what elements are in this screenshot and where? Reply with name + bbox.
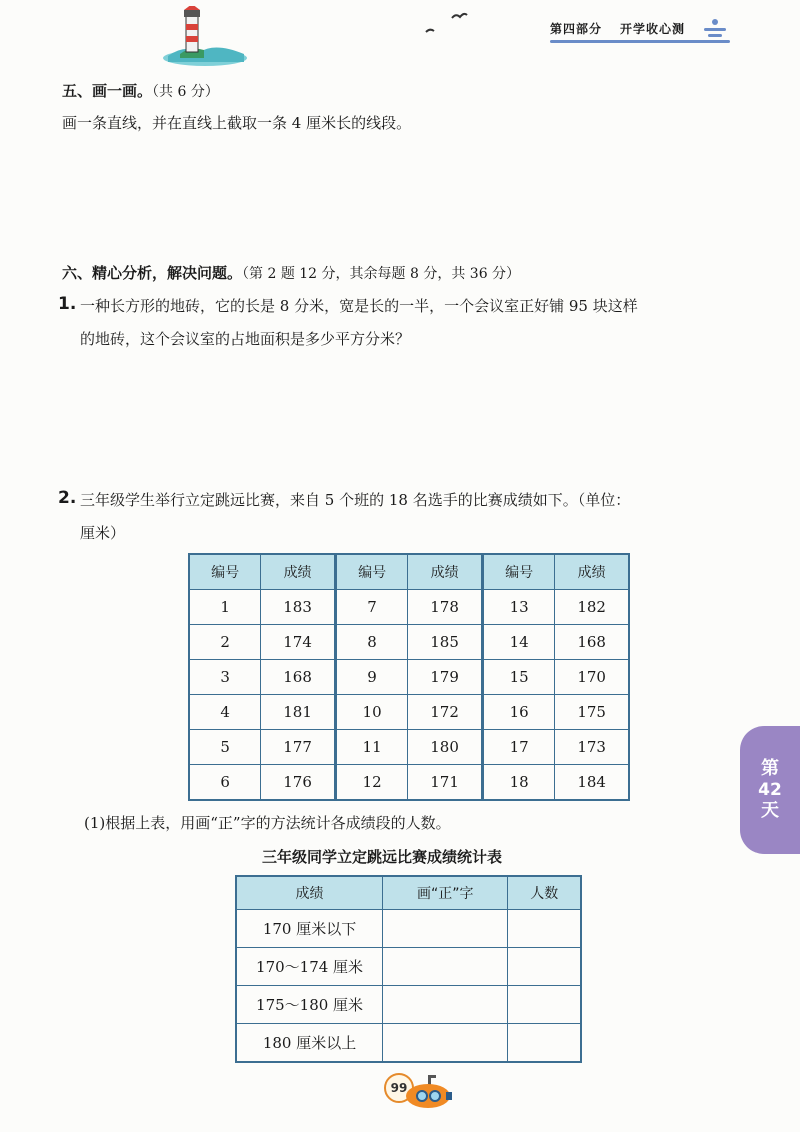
table-cell: 11 bbox=[335, 730, 407, 765]
table-cell: 170 bbox=[555, 660, 629, 695]
tally-input-cell[interactable] bbox=[383, 948, 508, 986]
table-cell: 170 厘米以下 bbox=[236, 910, 383, 948]
table-cell: 185 bbox=[408, 625, 483, 660]
table-cell: 14 bbox=[482, 625, 554, 660]
table-cell: 172 bbox=[408, 695, 483, 730]
count-input-cell[interactable] bbox=[508, 910, 581, 948]
header-cell: 编号 bbox=[335, 554, 407, 590]
table-cell: 177 bbox=[261, 730, 336, 765]
header-cell: 成绩 bbox=[555, 554, 629, 590]
table-row bbox=[189, 660, 629, 695]
section5-title-text: 五、画一画。 bbox=[62, 82, 153, 100]
table-row bbox=[236, 1024, 581, 1063]
table-row bbox=[236, 910, 581, 948]
section5-text: 画一条直线，并在直线上截取一条 4 厘米长的线段。 bbox=[62, 114, 412, 132]
q1-line2: 的地砖，这个会议室的占地面积是多少平方分米？ bbox=[80, 330, 411, 348]
table-cell: 170～174 厘米 bbox=[236, 948, 383, 986]
count-input-cell[interactable] bbox=[508, 948, 581, 986]
section5-note: （共 6 分） bbox=[152, 84, 219, 100]
q2-line2: 厘米） bbox=[80, 524, 126, 542]
page-number: 99 bbox=[384, 1073, 414, 1103]
table-cell: 18 bbox=[482, 765, 554, 801]
table-row bbox=[189, 590, 629, 625]
q1-line1: 一种长方形的地砖，它的长是 8 分米，宽是长的一半，一个会议室正好铺 95 块这样 bbox=[80, 297, 638, 315]
table-cell: 176 bbox=[261, 765, 336, 801]
tally-table-title: 三年级同学立定跳远比赛成绩统计表 bbox=[262, 848, 503, 866]
table-cell: 168 bbox=[261, 660, 336, 695]
table-cell: 10 bbox=[335, 695, 407, 730]
table-cell: 182 bbox=[555, 590, 629, 625]
table-row bbox=[236, 986, 581, 1024]
table-cell: 179 bbox=[408, 660, 483, 695]
header-title: 开学收心测 bbox=[620, 22, 686, 36]
tally-input-cell[interactable] bbox=[383, 1024, 508, 1063]
table-row bbox=[189, 625, 629, 660]
section6-note: （第 2 题 12 分，其余每题 8 分，共 36 分） bbox=[242, 266, 521, 282]
q2-line1: 三年级学生举行立定跳远比赛，来自 5 个班的 18 名选手的比赛成绩如下。（单位： bbox=[80, 491, 631, 509]
table-cell: 183 bbox=[261, 590, 336, 625]
header-cell: 成绩 bbox=[261, 554, 336, 590]
header-cell: 编号 bbox=[482, 554, 554, 590]
score-table-header-row bbox=[189, 554, 629, 590]
q2-sub1: (1)根据上表，用画“正”字的方法统计各成绩段的人数。 bbox=[84, 814, 451, 832]
q2-number: 2. bbox=[58, 488, 77, 508]
table-cell: 4 bbox=[189, 695, 261, 730]
birds-icon bbox=[420, 8, 470, 38]
table-cell: 12 bbox=[335, 765, 407, 801]
header-cell: 成绩 bbox=[236, 876, 383, 910]
table-cell: 180 厘米以上 bbox=[236, 1024, 383, 1063]
table-cell: 173 bbox=[555, 730, 629, 765]
submarine-icon bbox=[402, 1072, 454, 1112]
lighthouse-illustration bbox=[160, 6, 250, 66]
table-cell: 2 bbox=[189, 625, 261, 660]
table-cell: 15 bbox=[482, 660, 554, 695]
table-row bbox=[189, 765, 629, 801]
score-table bbox=[188, 553, 630, 801]
table-cell: 184 bbox=[555, 765, 629, 801]
count-input-cell[interactable] bbox=[508, 1024, 581, 1063]
section6-title-text: 六、精心分析，解决问题。 bbox=[62, 264, 243, 282]
table-cell: 178 bbox=[408, 590, 483, 625]
section6-title bbox=[62, 262, 520, 283]
table-cell: 174 bbox=[261, 625, 336, 660]
side-tab-char: 42 bbox=[758, 780, 782, 800]
header-underline bbox=[550, 40, 730, 43]
table-cell: 16 bbox=[482, 695, 554, 730]
table-row bbox=[189, 730, 629, 765]
q1-number: 1. bbox=[58, 294, 77, 314]
table-cell: 17 bbox=[482, 730, 554, 765]
table-cell: 171 bbox=[408, 765, 483, 801]
tally-table-header-row bbox=[236, 876, 581, 910]
table-row bbox=[189, 695, 629, 730]
table-cell: 175～180 厘米 bbox=[236, 986, 383, 1024]
tally-input-cell[interactable] bbox=[383, 986, 508, 1024]
table-cell: 3 bbox=[189, 660, 261, 695]
header-part-label: 第四部分 bbox=[550, 22, 603, 36]
table-row bbox=[236, 948, 581, 986]
table-cell: 180 bbox=[408, 730, 483, 765]
header-cell: 编号 bbox=[189, 554, 261, 590]
side-tab-day-42 bbox=[740, 726, 800, 854]
side-tab-char: 天 bbox=[761, 800, 779, 821]
table-cell: 13 bbox=[482, 590, 554, 625]
tally-input-cell[interactable] bbox=[383, 910, 508, 948]
count-input-cell[interactable] bbox=[508, 986, 581, 1024]
table-cell: 1 bbox=[189, 590, 261, 625]
table-cell: 9 bbox=[335, 660, 407, 695]
section5-title bbox=[62, 80, 219, 101]
header-cell: 成绩 bbox=[408, 554, 483, 590]
table-cell: 175 bbox=[555, 695, 629, 730]
table-cell: 8 bbox=[335, 625, 407, 660]
header-cell: 人数 bbox=[508, 876, 581, 910]
table-cell: 168 bbox=[555, 625, 629, 660]
table-cell: 7 bbox=[335, 590, 407, 625]
table-cell: 5 bbox=[189, 730, 261, 765]
side-tab-char: 第 bbox=[761, 758, 779, 779]
header-cell: 画“正”字 bbox=[383, 876, 508, 910]
table-cell: 181 bbox=[261, 695, 336, 730]
header-decoration-icon bbox=[700, 16, 730, 40]
tally-table bbox=[235, 875, 582, 1063]
table-cell: 6 bbox=[189, 765, 261, 801]
